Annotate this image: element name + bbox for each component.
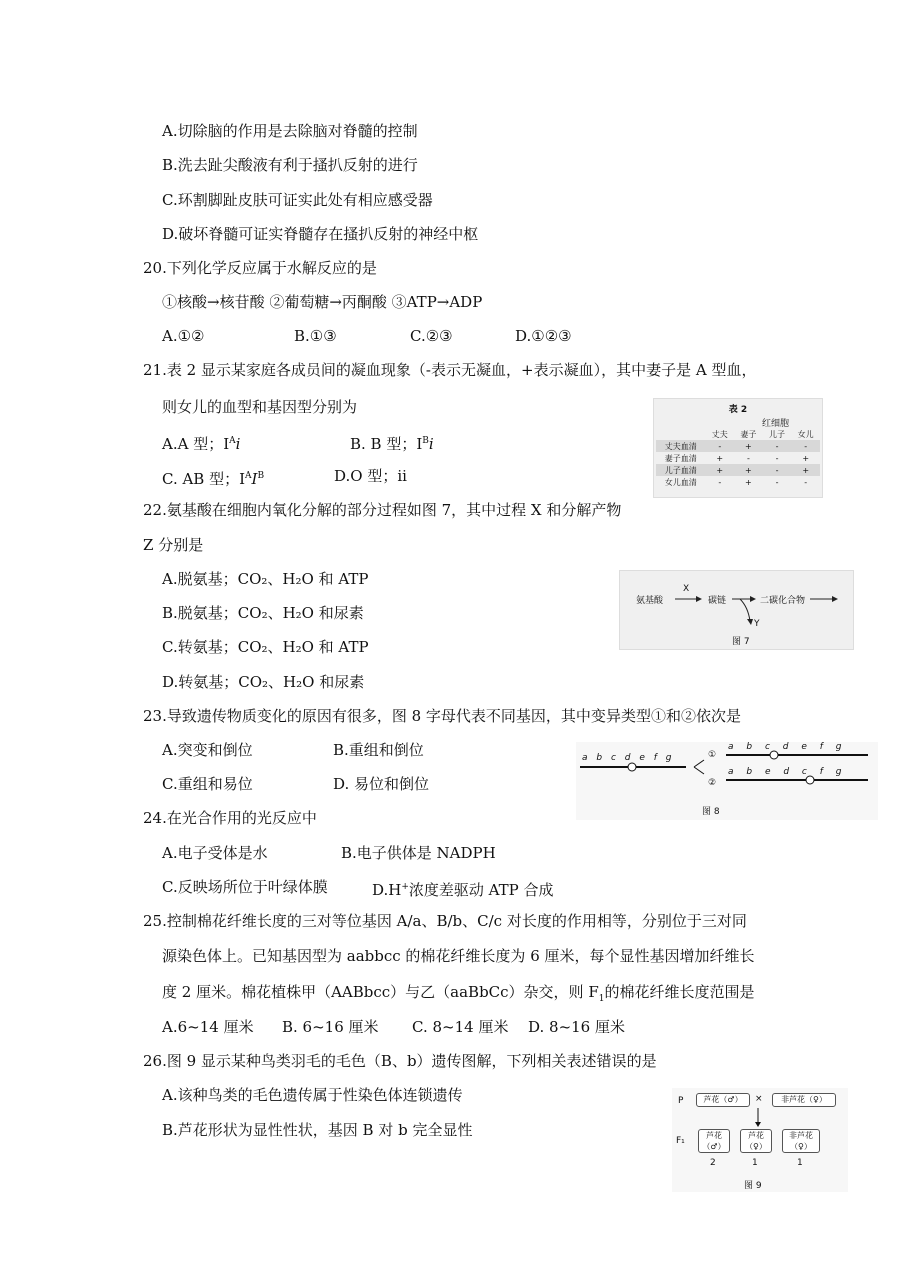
table-row (656, 440, 820, 452)
figure-9-parent-1: 芦花（♂） (696, 1093, 750, 1107)
q19-option-b: B.洗去趾尖酸液有利于搔扒反射的进行 (162, 156, 418, 174)
figure-7-y: Y (754, 619, 760, 629)
row-label: 女儿血清 (664, 477, 697, 487)
q23-stem: 23.导致遗传物质变化的原因有很多，图 8 字母代表不同基因，其中变异类型①和②依次是 (143, 707, 741, 725)
header-cell: 女儿 (797, 429, 814, 439)
header-cell: 妻子 (740, 429, 757, 439)
figure-9-ratio-3: 1 (797, 1158, 803, 1168)
cell: + (734, 440, 763, 452)
figure-7-start: 氨基酸 (636, 596, 664, 606)
figure-9-ratio-1: 2 (710, 1158, 716, 1168)
q22-option-c: C.转氨基；CO₂、H₂O 和 ATP (162, 638, 369, 656)
figure-9-f1-label: F₁ (676, 1136, 685, 1146)
figure-7-mid: 碳链 (708, 596, 727, 606)
cell: - (763, 440, 792, 452)
table-2-figure (653, 398, 823, 498)
cell: - (775, 453, 779, 463)
figure-9-child-2: 芦花（♀） (740, 1129, 772, 1153)
row-label: 丈夫血清 (656, 440, 705, 452)
row-label: 儿子血清 (656, 464, 705, 476)
q24-option-a: A.电子受体是水 (162, 844, 268, 862)
blood-table (656, 428, 820, 488)
q26-stem: 26.图 9 显示某种鸟类羽毛的毛色（B、b）遗传图解，下列相关表述错误的是 (143, 1052, 657, 1070)
figure-8-label-1: ① (708, 750, 717, 760)
q23-option-d: D. 易位和倒位 (333, 775, 430, 793)
q21-stem-cont: 则女儿的血型和基因型分别为 (162, 398, 358, 416)
row-label: 妻子血清 (664, 453, 697, 463)
figure-9-parent-2: 非芦花（♀） (772, 1093, 836, 1107)
q25-stem-line-3: 度 2 厘米。棉花植株甲（AABbcc）与乙（aaBbCc）杂交，则 $F_1$的棉花纤维长度范围是 (162, 983, 755, 1004)
q21-option-b: B. B 型；$I^Bi$ (350, 435, 434, 453)
table-row (656, 452, 820, 464)
q22-stem: 22.氨基酸在细胞内氧化分解的部分过程如图 7，其中过程 X 和分解产物 (143, 501, 622, 519)
q25-stem-line-2: 源染色体上。已知基因型为 aabbcc 的棉花纤维长度为 6 厘米，每个显性基因增加纤维长 (162, 947, 755, 965)
figure-9-child-3: 非芦花（♀） (782, 1129, 820, 1153)
q25-option-d: D. 8~16 厘米 (528, 1018, 625, 1036)
q20-option-b: B.①③ (294, 327, 337, 345)
q25-stem-line-1: 25.控制棉花纤维长度的三对等位基因 A/a、B/b、C/c 对长度的作用相等，分别位于三对同 (143, 912, 747, 930)
figure-9 (672, 1088, 848, 1192)
table-2-group-label: 红细胞 (762, 419, 790, 429)
figure-8-variant-2: a b e d c f g (728, 767, 847, 777)
figure-8-caption: 图 8 (702, 807, 720, 817)
q24-stem: 24.在光合作用的光反应中 (143, 809, 317, 827)
cell: - (804, 477, 808, 487)
q22-stem-cont: Z 分别是 (143, 536, 204, 554)
q21-option-d: D.O 型；ii (334, 467, 407, 485)
q24-option-b: B.电子供体是 NADPH (341, 844, 496, 862)
cell: + (705, 464, 734, 476)
q26-option-a: A.该种鸟类的毛色遗传属于性染色体连锁遗传 (162, 1086, 463, 1104)
cell: + (745, 477, 752, 487)
figure-8 (576, 742, 878, 820)
figure-9-p-label: P (678, 1096, 684, 1106)
q24-option-d: D.H+浓度差驱动 ATP 合成 (372, 881, 554, 899)
q23-option-a: A.突变和倒位 (162, 741, 253, 759)
q19-option-c: C.环割脚趾皮肤可证实此处有相应感受器 (162, 191, 433, 209)
q22-option-b: B.脱氨基；CO₂、H₂O 和尿素 (162, 604, 364, 622)
q21-stem: 21.表 2 显示某家庭各成员间的凝血现象（-表示无凝血，+表示凝血），其中妻子是 A 型血， (143, 361, 757, 379)
header-cell: 儿子 (769, 429, 786, 439)
q20-stem: 20.下列化学反应属于水解反应的是 (143, 259, 377, 277)
figure-7-caption: 图 7 (732, 637, 750, 647)
q20-option-d: D.①②③ (515, 327, 572, 345)
cell: - (775, 477, 779, 487)
figure-9-ratio-2: 1 (752, 1158, 758, 1168)
cell: + (802, 453, 810, 463)
figure-9-caption: 图 9 (744, 1181, 762, 1191)
figure-7-x: X (683, 584, 690, 594)
table-row (656, 476, 820, 488)
q22-option-a: A.脱氨基；CO₂、H₂O 和 ATP (162, 570, 369, 588)
header-cell (656, 428, 705, 440)
figure-7 (619, 570, 854, 650)
q21-option-a: A.A 型；$I^Ai$ (162, 435, 241, 453)
cell: + (734, 464, 763, 476)
figure-8-original: a b c d e f g (582, 753, 675, 763)
q20-option-a: A.①② (162, 327, 205, 345)
q23-option-c: C.重组和易位 (162, 775, 253, 793)
cell: - (718, 477, 722, 487)
cell: - (746, 453, 750, 463)
q20-items: ①核酸→核苷酸 ②葡萄糖→丙酮酸 ③ATP→ADP (162, 293, 483, 311)
figure-8-variant-1: a b c d e f g (728, 742, 847, 752)
figure-9-cross: × (755, 1094, 763, 1104)
header-cell: 丈夫 (711, 429, 728, 439)
q24-option-c: C.反映场所位于叶绿体膜 (162, 878, 328, 896)
q25-option-c: C. 8~14 厘米 (412, 1018, 509, 1036)
cell: - (763, 464, 792, 476)
figure-8-label-2: ② (708, 778, 717, 788)
q25-option-b: B. 6~16 厘米 (282, 1018, 379, 1036)
cell: - (791, 440, 820, 452)
q20-option-c: C.②③ (410, 327, 453, 345)
cell: + (716, 453, 724, 463)
q26-option-b: B.芦花形状为显性性状，基因 B 对 b 完全显性 (162, 1121, 473, 1139)
cell: - (705, 440, 734, 452)
figure-7-end: 二碳化合物 (760, 596, 806, 606)
q21-option-c: C. AB 型；$I^AI^B$ (162, 470, 265, 488)
q19-option-a: A.切除脑的作用是去除脑对脊髓的控制 (162, 122, 418, 140)
q25-option-a: A.6~14 厘米 (162, 1018, 254, 1036)
q22-option-d: D.转氨基；CO₂、H₂O 和尿素 (162, 673, 365, 691)
table-row (656, 464, 820, 476)
table-2-caption: 表 2 (728, 405, 748, 415)
q19-option-d: D.破坏脊髓可证实脊髓存在搔扒反射的神经中枢 (162, 225, 479, 243)
q23-option-b: B.重组和倒位 (333, 741, 424, 759)
figure-9-child-1: 芦花（♂） (698, 1129, 730, 1153)
cell: + (791, 464, 820, 476)
